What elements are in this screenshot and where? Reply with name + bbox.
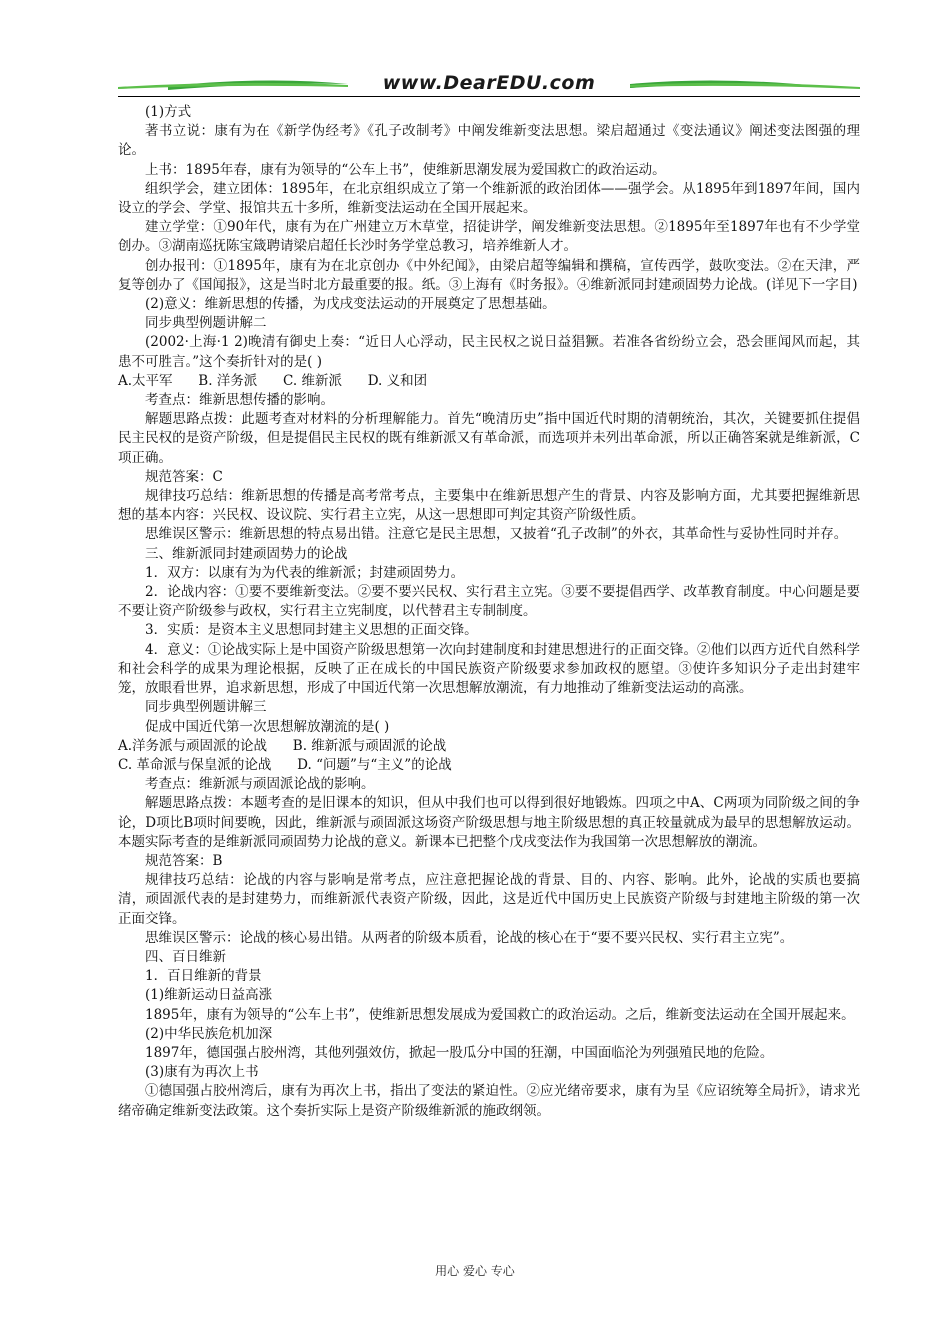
question-options: C. 革命派与保皇派的论战 D. “问题”与“主义”的论战 — [118, 756, 452, 773]
paragraph: 思维误区警示：维新思想的特点易出错。注意它是民主思想，又披着“孔子改制”的外衣，其革命性与妥协性同时并存。 — [145, 526, 848, 543]
document-body — [118, 103, 860, 1121]
paragraph: 著书立说：康有为在《新学伪经考》《孔子改制考》中阐发维新变法思想。梁启超通过《变法通议》阐述变法图强的理论。 — [118, 123, 860, 159]
question-options: A.洋务派与顽固派的论战 B. 维新派与顽固派的论战 — [118, 737, 447, 754]
paragraph: (1)维新运动日益高涨 — [145, 987, 273, 1004]
header-rule — [118, 96, 860, 97]
paragraph: 1．双方：以康有为为代表的维新派；封建顽固势力。 — [145, 564, 465, 581]
paragraph: ①德国强占胶州湾后，康有为再次上书，指出了变法的紧迫性。②应光绪帝要求，康有为呈《应诏统筹全局折》，请求光绪帝确定维新变法政策。这个奏折实际上是资产阶级维新派的施政纲领。 — [118, 1083, 860, 1119]
section-heading: 三、维新派同封建顽固势力的论战 — [145, 545, 348, 562]
paragraph: 上书：1895年春，康有为领导的“公车上书”，使维新思潮发展为爱国救亡的政治运动。 — [145, 161, 666, 178]
paragraph: 1895年，康有为领导的“公车上书”，使维新思想发展成为爱国救亡的政治运动。之后，维新变法运动在全国开展起来。 — [145, 1006, 855, 1023]
site-brand[interactable]: www.DearEDU.com — [382, 72, 596, 94]
paragraph: 考查点：维新派与顽固派论战的影响。 — [145, 776, 375, 793]
paragraph: 创办报刊：①1895年，康有为在北京创办《中外纪闻》，由梁启超等编辑和撰稿，宣传西学，鼓吹变法。②在天津，严复等创办了《国闻报》，这是当时北方最重要的报。纸。③上海有《时务报》。④维新派同封建顽固势力论战。(详见下一字目) — [118, 257, 860, 293]
paragraph: 规范答案：C — [145, 468, 223, 485]
paragraph: 思维误区警示：论战的核心易出错。从两者的阶级本质看，论战的核心在于“要不要兴民权、实行君主立宪”。 — [145, 929, 794, 946]
paragraph: (3)康有为再次上书 — [145, 1064, 259, 1081]
paragraph: (2)中华民族危机加深 — [145, 1025, 273, 1042]
paragraph: 1897年，德国强占胶州湾，其他列强效仿，掀起一股瓜分中国的狂潮，中国面临沦为列强殖民地的危险。 — [145, 1044, 774, 1061]
paragraph: 2．论战内容：①要不要维新变法。②要不要兴民权、实行君主立宪。③要不要提倡西学、改革教育制度。中心问题是要不要让资产阶级参与政权，实行君主立宪制度，以代替君主专制制度。 — [118, 584, 860, 620]
paragraph: 组织学会，建立团体：1895年，在北京组织成立了第一个维新派的政治团体——强学会。从1895年到1897年间，国内设立的学会、学堂、报馆共五十多所，维新变法运动在全国开展起来。 — [118, 180, 860, 217]
paragraph: 规律技巧总结：论战的内容与影响是常考点，应注意把握论战的背景、目的、内容、影响。此外，论战的实质也要搞清，顽固派代表的是封建势力，而维新派代表资产阶级，因此，这是近代中国历史上民族资产阶级与封建地主阶级的第一次正面交锋。 — [118, 872, 860, 927]
paragraph: 4．意义：①论战实际上是中国资产阶级思想第一次向封建制度和封建思想进行的正面交锋。②他们以西方近代自然科学和社会科学的成果为理论根据，反映了正在成长的中国民族资产阶级要求参加政权的愿望。③使许多知识分子走出封建牢笼，放眼看世界，追求新思想，形成了中国近代第一次思想解放潮流，有力地推动了维新变法运动的高涨。 — [118, 641, 860, 697]
paragraph: 考查点：维新思想传播的影响。 — [145, 392, 334, 409]
section-heading: 同步典型例题讲解三 — [145, 699, 267, 716]
page-footer: 用心 爱心 专心 — [435, 1264, 515, 1278]
question-stem: 促成中国近代第一次思想解放潮流的是( ) — [145, 718, 390, 735]
question-options: A.太平军 B. 洋务派 C. 维新派 D. 义和团 — [118, 372, 428, 389]
section-heading: 同步典型例题讲解二 — [145, 315, 267, 332]
paragraph: 规范答案：B — [145, 852, 223, 869]
paragraph: (2)意义：维新思想的传播，为戊戌变法运动的开展奠定了思想基础。 — [145, 296, 556, 313]
section-heading: 四、百日维新 — [145, 948, 226, 965]
paragraph: 1．百日维新的背景 — [145, 968, 262, 985]
paragraph: 解题思路点拨：本题考查的是旧课本的知识，但从中我们也可以得到很好地锻炼。四项之中A、C两项为同阶级之间的争论，D项比B项时间要晚，因此，维新派与顽固派这场资产阶级思想与地主阶级思想的真正较量就成为最早的思想解放运动。本题实际考查的是维新派同顽固势力论战的意义。新课本已把整个戊戌变法作为我国第一次思想解放的潮流。 — [118, 795, 860, 850]
paragraph: 规律技巧总结：维新思想的传播是高考常考点，主要集中在维新思想产生的背景、内容及影响方面，尤其要把握维新思想的基本内容：兴民权、设议院、实行君主立宪，从这一思想即可判定其资产阶级性质。 — [118, 488, 860, 524]
paragraph: 解题思路点拨：此题考查对材料的分析理解能力。首先“晚清历史”指中国近代时期的清朝统治，其次，关键要抓住提倡民主民权的是资产阶级，但是提倡民主民权的既有维新派又有革命派，而选项并未列出革命派，所以正确答案就是维新派，C项正确。 — [118, 411, 860, 466]
paragraph: (1)方式 — [145, 104, 192, 120]
paragraph: 3．实质：是资本主义思想同封建主义思想的正面交锋。 — [145, 622, 478, 639]
paragraph: 建立学堂：①90年代，康有为在广州建立万木草堂，招徒讲学，阐发维新变法思想。②1895年至1897年也有不少学堂创办。③湖南巡抚陈宝箴聘请梁启超任长沙时务学堂总教习，培养维新人才。 — [118, 219, 860, 255]
question-stem: (2002·上海·1 2)晚清有御史上奏：“近日人心浮动，民主民权之说日益猖獗。若准各省纷纷立会，恐会匪闻风而起，其患不可胜言。”这个奏折针对的是( ) — [118, 334, 860, 370]
